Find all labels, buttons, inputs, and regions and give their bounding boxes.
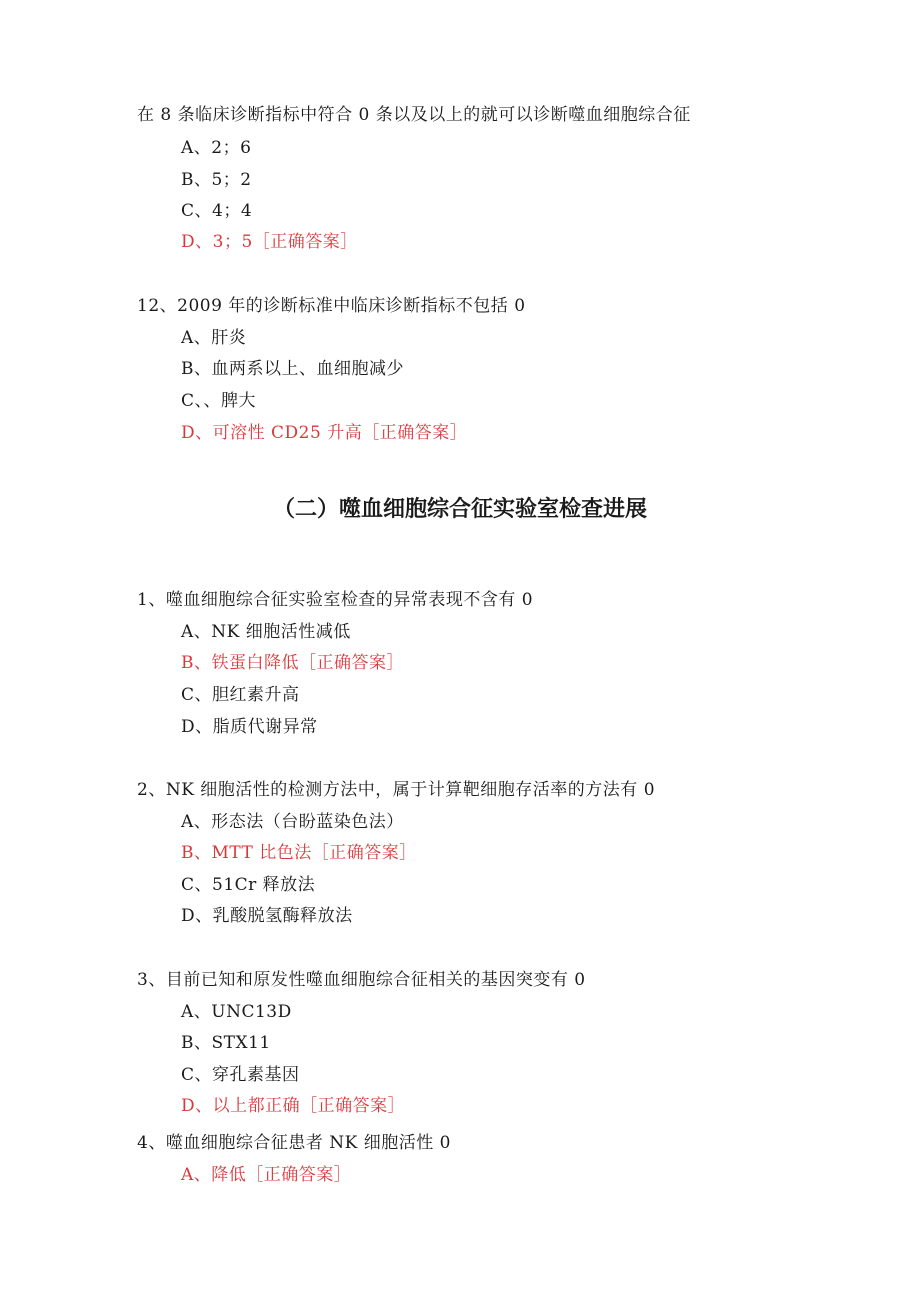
- option-c: C、穿孔素基因: [181, 1065, 300, 1085]
- option-b: B、血两系以上、血细胞减少: [181, 359, 404, 379]
- option-d: D、脂质代谢异常: [181, 717, 318, 737]
- question-4-text: 4、噬血细胞综合征患者 NK 细胞活性 0: [137, 1133, 451, 1153]
- option-a: A、NK 细胞活性减低: [181, 622, 351, 642]
- question-text: 在 8 条临床诊断指标中符合 0 条以及以上的就可以诊断噬血细胞综合征: [137, 105, 691, 125]
- option-a: A、UNC13D: [181, 1002, 292, 1022]
- option-b: B、5；2: [181, 170, 252, 190]
- option-a: A、2；6: [181, 138, 252, 158]
- option-d: D、乳酸脱氢酶释放法: [181, 906, 353, 926]
- option-b-correct: B、MTT 比色法［正确答案］: [181, 843, 417, 863]
- option-d-correct: D、可溶性 CD25 升高［正确答案］: [181, 423, 468, 443]
- section-heading: （二）噬血细胞综合征实验室检查进展: [272, 497, 647, 522]
- question-3-text: 3、目前已知和原发性噬血细胞综合征相关的基因突变有 0: [137, 970, 586, 990]
- option-a: A、形态法（台盼蓝染色法）: [181, 812, 404, 832]
- option-c: C、51Cr 释放法: [181, 875, 316, 895]
- question-1-text: 1、噬血细胞综合征实验室检查的异常表现不含有 0: [137, 590, 534, 610]
- question-12-text: 12、2009 年的诊断标准中临床诊断指标不包括 0: [137, 296, 526, 316]
- option-b: B、STX11: [181, 1033, 271, 1053]
- option-a-correct: A、降低［正确答案］: [181, 1165, 352, 1185]
- option-c: C、胆红素升高: [181, 685, 300, 705]
- question-2-text: 2、NK 细胞活性的检测方法中，属于计算靶细胞存活率的方法有 0: [137, 780, 656, 800]
- option-c: C、、脾大: [181, 391, 257, 411]
- option-d-correct: D、以上都正确［正确答案］: [181, 1096, 406, 1116]
- option-d-correct: D、3；5［正确答案］: [181, 232, 358, 252]
- option-a: A、肝炎: [181, 328, 247, 348]
- option-c: C、4；4: [181, 201, 253, 221]
- option-b-correct: B、铁蛋白降低［正确答案］: [181, 653, 404, 673]
